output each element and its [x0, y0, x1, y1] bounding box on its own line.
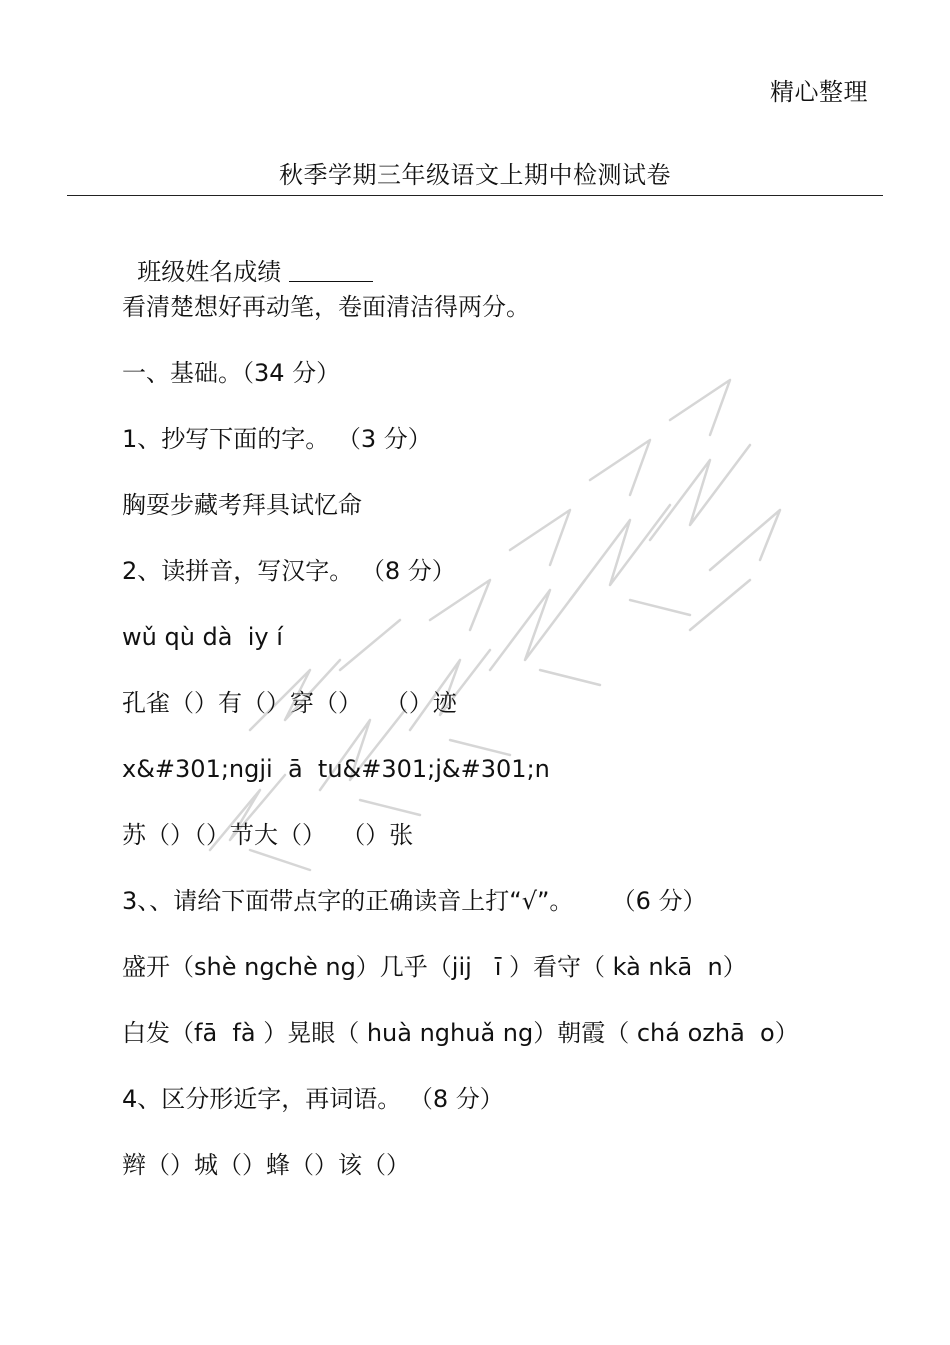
question-1-characters: 胸耍步藏考拜具试忆命 [122, 491, 362, 519]
question-2-pinyin-1: wǔ qù dà iy í [122, 623, 283, 651]
watermark-stroke [650, 380, 750, 540]
question-2-pinyin-2: x&#301;ngji ā tu&#301;j&#301;n [122, 755, 550, 783]
header-note: 精心整理 [770, 78, 868, 106]
watermark-stroke [490, 510, 585, 670]
section-heading: 一、基础。（34 分） [122, 359, 341, 387]
question-3-line-1: 盛开（shè ngchè ng）几乎（jij ī ）看守（ kà nkā n） [122, 953, 747, 981]
page-title: 秋季学期三年级语文上期中检测试卷 [279, 161, 671, 189]
watermark-stroke [690, 510, 780, 630]
question-3-line-2: 白发（fā fà ）晃眼（ huà nghuǎ ng）朝霞（ chá ozhā o） [122, 1019, 799, 1047]
question-4-line-1: 辫（）城（）蜂（）该（） [122, 1151, 410, 1179]
instruction-line: 看清楚想好再动笔，卷面清洁得两分。 [122, 293, 530, 321]
info-line [122, 227, 373, 287]
question-2-words-2: 苏（）（）节大（） （）张 [122, 821, 414, 849]
score-blank [289, 257, 373, 282]
question-1: 1、抄写下面的字。 （3 分） [122, 425, 432, 453]
question-2: 2、读拼音，写汉字。 （8 分） [122, 557, 456, 585]
info-label: 班级姓名成绩 [137, 258, 282, 286]
question-4: 4、区分形近字，再词语。 （8 分） [122, 1085, 504, 1113]
title-divider [67, 195, 883, 196]
question-2-words-1: 孔雀（）有（）穿（） （）迹 [122, 689, 457, 717]
question-3: 3、、请给下面带点字的正确读音上打“√”。 （6 分） [122, 887, 707, 915]
watermark-stroke [570, 440, 670, 600]
